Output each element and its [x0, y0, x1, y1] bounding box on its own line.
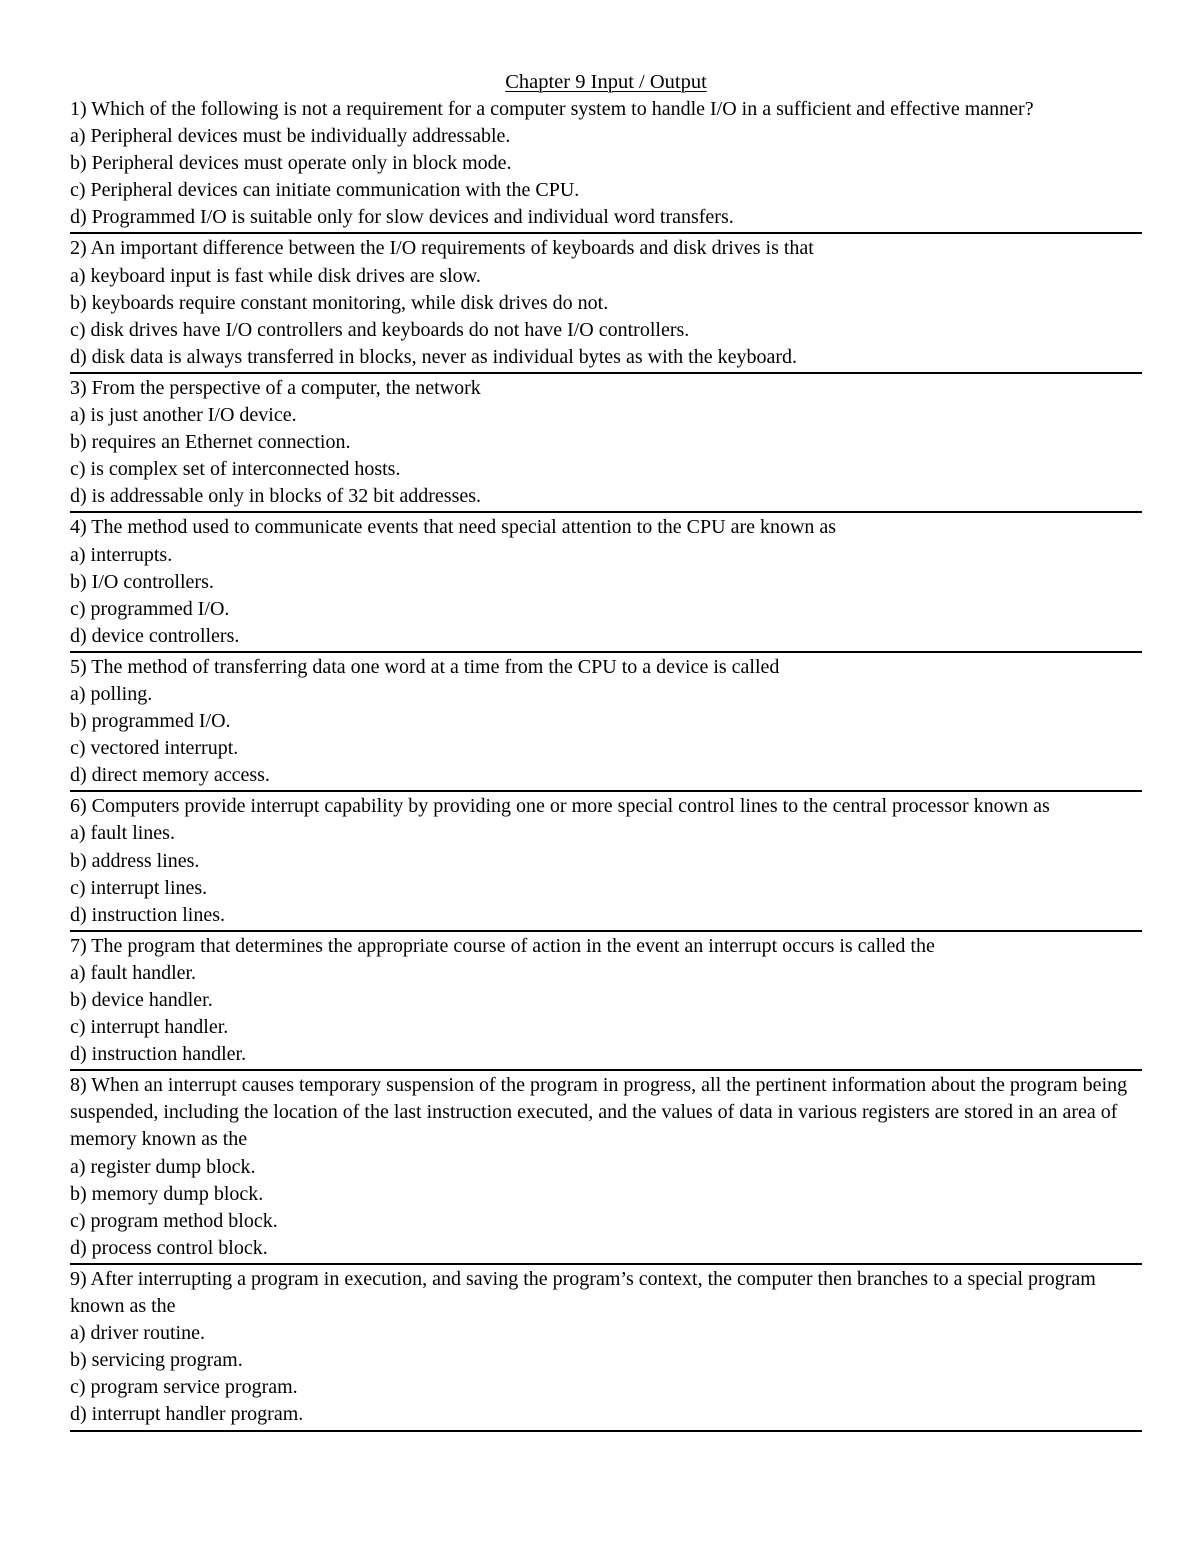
- answer-option-d: d) device controllers.: [70, 624, 240, 647]
- answer-option-a: a) register dump block.: [70, 1155, 256, 1178]
- document-page: [70, 68, 1142, 1433]
- answer-option-b: b) keyboards require constant monitoring, while disk drives do not.: [70, 291, 609, 314]
- answer-option-a: a) fault handler.: [70, 961, 197, 984]
- question-9: [70, 1266, 1142, 1432]
- answer-option-c: c) programmed I/O.: [70, 597, 230, 620]
- question-stem: 3) From the perspective of a computer, the network: [70, 376, 481, 399]
- answer-option-d: d) Programmed I/O is suitable only for slow devices and individual word transfers.: [70, 206, 734, 229]
- question-stem: 1) Which of the following is not a requirement for a computer system to handle I/O in a sufficient and effective manner?: [70, 98, 1034, 120]
- question-1: [70, 96, 1142, 234]
- answer-option-a: a) is just another I/O device.: [70, 404, 297, 427]
- answer-option-b: b) requires an Ethernet connection.: [70, 431, 351, 454]
- answer-option-b: b) I/O controllers.: [70, 570, 214, 593]
- answer-option-c: c) program service program.: [70, 1376, 298, 1399]
- question-8: [70, 1072, 1142, 1265]
- answer-option-d: d) instruction lines.: [70, 903, 225, 926]
- answer-option-d: d) process control block.: [70, 1236, 268, 1259]
- question-6: [70, 793, 1142, 931]
- answer-option-d: d) is addressable only in blocks of 32 bit addresses.: [70, 485, 482, 508]
- question-5: [70, 654, 1142, 792]
- question-stem: 8) When an interrupt causes temporary suspension of the program in progress, all the pertinent information about the program being suspended, including the location of the last instruction executed, and the values of data in various registers are stored in an area of memory known as the: [70, 1074, 1128, 1151]
- answer-option-a: a) driver routine.: [70, 1322, 205, 1345]
- question-2: [70, 235, 1142, 373]
- answer-option-c: c) program method block.: [70, 1209, 278, 1232]
- answer-option-c: c) is complex set of interconnected hosts.: [70, 458, 401, 481]
- answer-option-c: c) Peripheral devices can initiate communication with the CPU.: [70, 179, 580, 202]
- answer-option-b: b) memory dump block.: [70, 1182, 264, 1205]
- answer-option-b: b) address lines.: [70, 849, 200, 872]
- answer-option-a: a) keyboard input is fast while disk drives are slow.: [70, 264, 481, 287]
- answer-option-a: a) polling.: [70, 682, 153, 705]
- question-stem: 9) After interrupting a program in execution, and saving the program’s context, the computer then branches to a special program known as the: [70, 1267, 1096, 1318]
- answer-option-c: c) interrupt handler.: [70, 1016, 229, 1039]
- page-title: Chapter 9 Input / Output: [505, 71, 707, 93]
- question-stem: 2) An important difference between the I/O requirements of keyboards and disk drives is that: [70, 237, 814, 260]
- question-stem: 6) Computers provide interrupt capability by providing one or more special control lines to the central processor known as: [70, 795, 1050, 818]
- answer-option-b: b) device handler.: [70, 989, 213, 1011]
- answer-option-c: c) disk drives have I/O controllers and keyboards do not have I/O controllers.: [70, 318, 690, 341]
- answer-option-d: d) interrupt handler program.: [70, 1403, 304, 1426]
- answer-option-c: c) vectored interrupt.: [70, 737, 239, 760]
- answer-option-a: a) Peripheral devices must be individually addressable.: [70, 125, 511, 148]
- question-3: [70, 375, 1142, 513]
- answer-option-b: b) servicing program.: [70, 1349, 243, 1372]
- answer-option-a: a) fault lines.: [70, 822, 175, 845]
- question-stem: 7) The program that determines the appropriate course of action in the event an interrupt occurs is called the: [70, 934, 935, 957]
- answer-option-b: b) programmed I/O.: [70, 710, 231, 733]
- answer-option-a: a) interrupts.: [70, 543, 173, 566]
- answer-option-c: c) interrupt lines.: [70, 876, 208, 899]
- question-stem: 4) The method used to communicate events that need special attention to the CPU are known as: [70, 516, 837, 539]
- answer-option-d: d) direct memory access.: [70, 764, 270, 787]
- question-stem: 5) The method of transferring data one word at a time from the CPU to a device is called: [70, 655, 780, 678]
- question-4: [70, 514, 1142, 652]
- answer-option-b: b) Peripheral devices must operate only in block mode.: [70, 152, 512, 175]
- answer-option-d: d) instruction handler.: [70, 1043, 247, 1066]
- question-7: [70, 933, 1142, 1071]
- answer-option-d: d) disk data is always transferred in blocks, never as individual bytes as with the keyboard.: [70, 345, 798, 368]
